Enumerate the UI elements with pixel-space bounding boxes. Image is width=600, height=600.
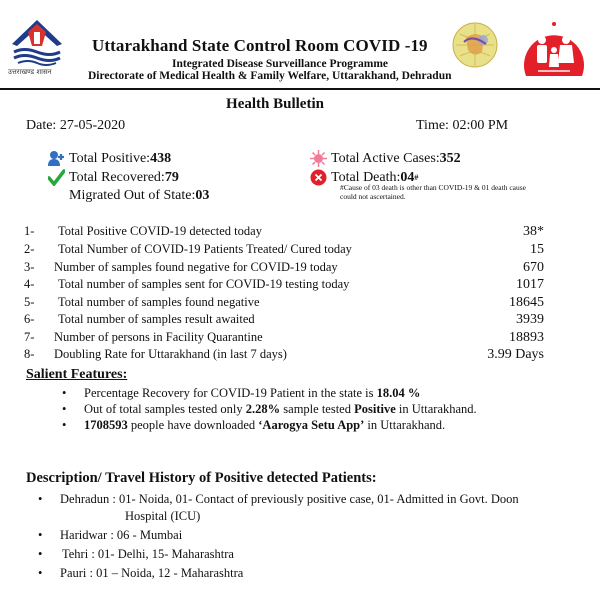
travel-item <box>38 566 243 581</box>
row-number: 1- <box>24 224 35 238</box>
total-death-label: Total Death: <box>331 169 401 185</box>
travel-item <box>38 547 234 562</box>
table-row <box>24 347 544 363</box>
migrated-label: Migrated Out of State: <box>69 188 196 203</box>
table-row <box>24 242 544 258</box>
salient-bold-text: Positive <box>354 402 396 416</box>
row-value: 15 <box>530 242 544 257</box>
uttarakhand-logo <box>8 16 66 78</box>
row-number: 6- <box>24 312 35 326</box>
header-title: Uttarakhand State Control Room COVID -19 <box>92 36 428 55</box>
bulletin-title <box>0 96 600 113</box>
salient-text: Out of total samples tested only <box>84 402 246 416</box>
row-value: 38* <box>523 224 544 239</box>
row-number: 2- <box>24 242 35 256</box>
table-row <box>24 260 544 276</box>
salient-text: Percentage Recovery for COVID-19 Patient in the state is <box>84 386 377 400</box>
travel-item-text: Tehri : 01- Delhi, 15- Maharashtra <box>62 547 234 561</box>
travel-item-text: Haridwar : 06 - Mumbai <box>60 528 183 542</box>
header-directorate: Directorate of Medical Health & Family Welfare, Uttarakhand, Dehradun <box>88 70 452 82</box>
death-footnote-mark: # <box>414 173 419 182</box>
row-label: Number of persons in Facility Quarantine <box>54 330 263 344</box>
bulletin-time: Time: 02:00 PM <box>416 118 509 133</box>
row-value: 18893 <box>509 330 544 345</box>
row-label: Total number of samples sent for COVID-19 testing today <box>58 277 350 291</box>
stat-total-positive <box>48 150 171 167</box>
download-count: 1708593 <box>84 418 128 432</box>
nhm-logo <box>514 12 594 86</box>
description-title: Description/ Travel History of Positive detected Patients: <box>26 470 377 486</box>
salient-item-recovery <box>62 386 420 401</box>
row-label: Total number of samples found negative <box>58 295 260 309</box>
total-recovered-label: Total Recovered: <box>69 169 165 185</box>
close-circle-icon <box>310 169 327 186</box>
death-footnote: #Cause of 03 death is other than COVID-19 & 01 death cause could not ascertained. <box>340 183 526 201</box>
table-row <box>24 277 544 293</box>
total-positive-value: 438 <box>150 150 172 166</box>
bulletin-date: Date: 27-05-2020 <box>26 118 126 133</box>
active-cases-label: Total Active Cases: <box>331 150 440 166</box>
table-row <box>24 312 544 328</box>
row-number: 4- <box>24 277 35 291</box>
table-row <box>24 295 544 311</box>
travel-item <box>38 492 519 507</box>
row-number: 5- <box>24 295 35 309</box>
virus-icon <box>310 150 327 167</box>
salient-text: in Uttarakhand. <box>395 402 477 416</box>
row-value: 3939 <box>516 312 544 327</box>
row-label: Total number of samples result awaited <box>58 312 255 326</box>
row-value: 18645 <box>509 295 544 310</box>
row-number: 3- <box>24 260 35 274</box>
row-value: 1017 <box>516 277 544 292</box>
idsp-logo <box>452 22 498 68</box>
positivity-percent: 2.28% <box>245 402 281 416</box>
uttarakhand-logo-caption: उत्तराखण्ड शासन <box>8 68 52 76</box>
salient-item-positivity <box>62 402 477 417</box>
salient-features-title: Salient Features: <box>26 367 128 382</box>
row-number: 7- <box>24 330 35 344</box>
header-divider <box>0 88 600 90</box>
stat-total-recovered <box>48 169 179 186</box>
row-label: Total Number of COVID-19 Patients Treated/ Cured today <box>58 242 352 256</box>
salient-item-aarogya <box>62 418 445 433</box>
travel-item-text: Dehradun : 01- Noida, 01- Contact of previously positive case, 01- Admitted in Govt. Doon <box>60 492 519 506</box>
checkmark-icon <box>48 169 65 186</box>
migrated-value: 03 <box>195 188 210 203</box>
salient-text: in Uttarakhand. <box>364 418 446 432</box>
salient-text: sample tested <box>280 402 355 416</box>
travel-item-continuation: Hospital (ICU) <box>125 509 201 523</box>
travel-item-text: Pauri : 01 – Noida, 12 - Maharashtra <box>60 566 244 580</box>
row-label: Number of samples found negative for COVID-19 today <box>54 260 338 274</box>
add-user-icon <box>48 150 65 167</box>
row-number: 8- <box>24 347 35 361</box>
table-row <box>24 224 544 240</box>
row-label: Total Positive COVID-19 detected today <box>58 224 262 238</box>
total-positive-label: Total Positive: <box>69 150 151 166</box>
total-recovered-value: 79 <box>164 169 179 185</box>
stat-migrated <box>69 188 209 204</box>
row-label: Doubling Rate for Uttarakhand (in last 7 days) <box>54 347 287 361</box>
row-value: 670 <box>523 260 544 275</box>
total-death-value: 04 <box>400 169 415 185</box>
recovery-percent: 18.04 % <box>376 386 421 400</box>
stat-active-cases <box>310 150 461 167</box>
row-value: 3.99 Days <box>487 347 544 362</box>
travel-item <box>38 528 182 543</box>
active-cases-value: 352 <box>439 150 461 166</box>
header-subtitle: Integrated Disease Surveillance Programme <box>172 58 389 70</box>
salient-text: people have downloaded <box>127 418 259 432</box>
bulletin-title-text: Health Bulletin <box>226 96 324 112</box>
app-name: ‘Aarogya Setu App’ <box>258 418 365 432</box>
table-row <box>24 330 544 346</box>
